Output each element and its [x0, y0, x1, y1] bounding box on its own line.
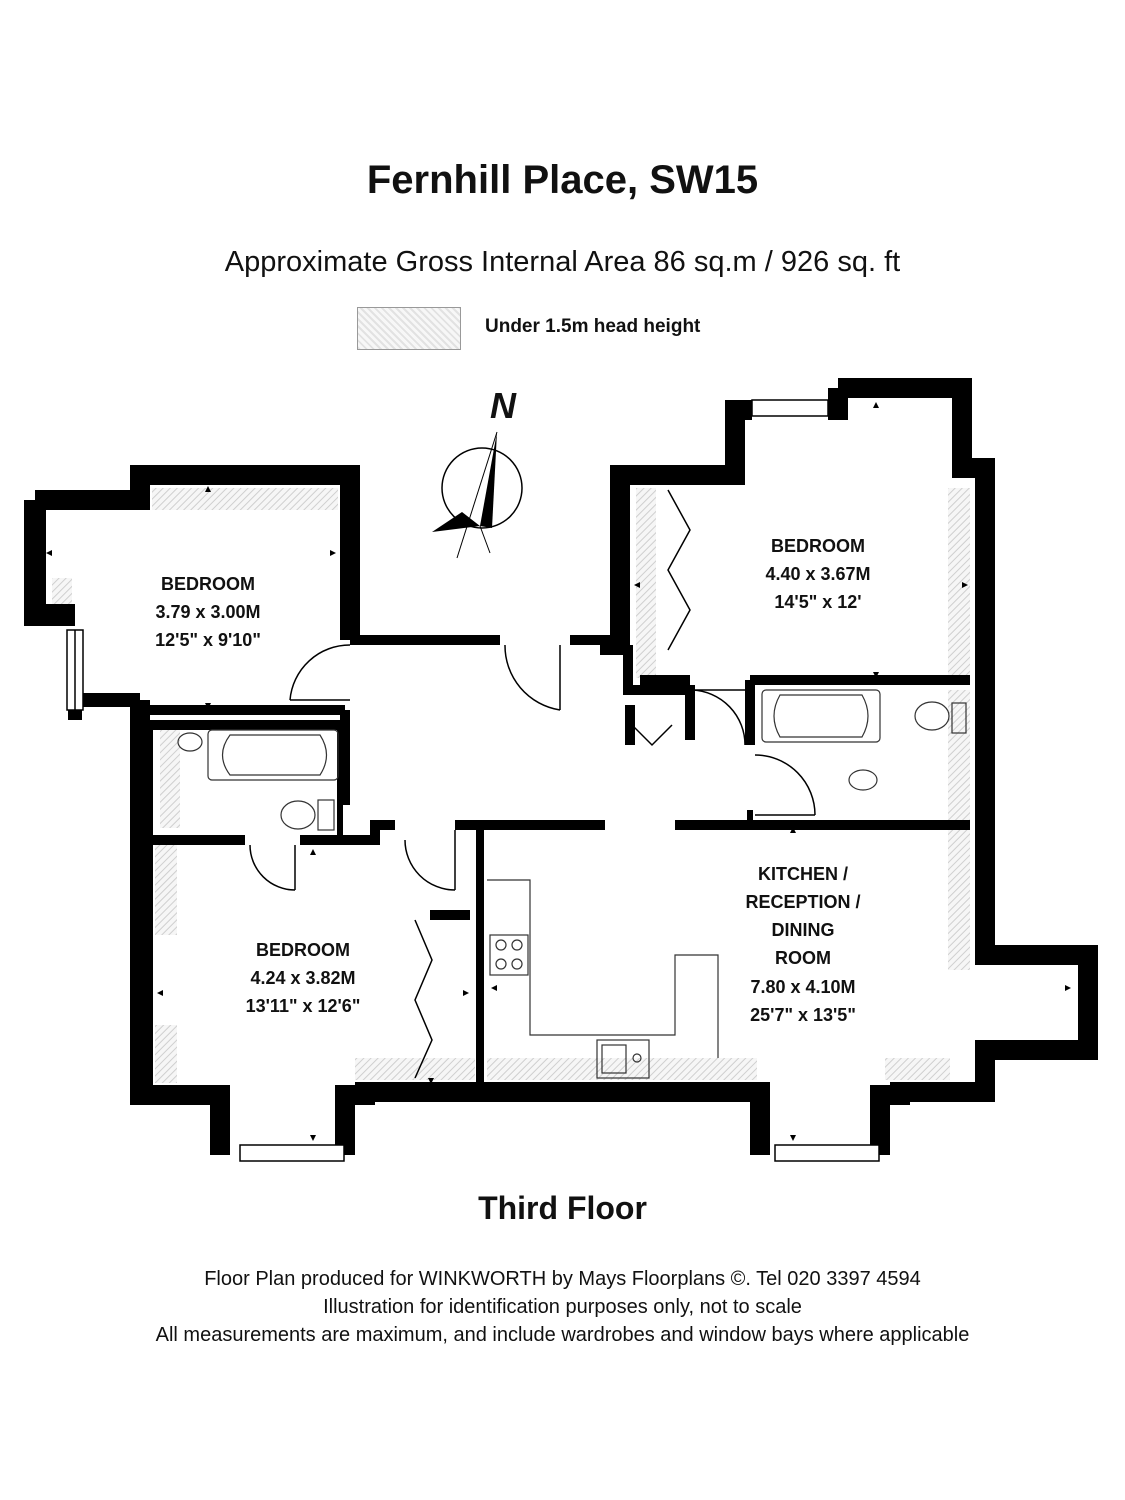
floor-label: Third Floor [478, 1190, 647, 1226]
compass-north-letter: N [490, 385, 516, 426]
svg-text:7.80 x 4.10M: 7.80 x 4.10M [750, 977, 856, 997]
svg-text:RECEPTION /: RECEPTION / [745, 892, 861, 912]
svg-text:ROOM: ROOM [775, 948, 831, 968]
svg-text:13'11" x 12'6": 13'11" x 12'6" [245, 996, 361, 1016]
plan-title: Fernhill Place, SW15 [366, 158, 759, 202]
footer [0, 1265, 1125, 1349]
footer-disclaimer: Illustration for identification purposes only, not to scale [323, 1296, 802, 1318]
windows [67, 400, 879, 1161]
room-label-bedroom-1 [155, 574, 261, 650]
compass-icon [432, 385, 522, 558]
doors [250, 490, 815, 1078]
room-label-bedroom-3 [246, 940, 361, 1016]
svg-text:25'7" x 13'5": 25'7" x 13'5" [750, 1005, 856, 1025]
room-label-bedroom-2 [765, 536, 870, 612]
dimension-ticks [46, 402, 1071, 1141]
svg-text:3.79 x 3.00M: 3.79 x 3.00M [155, 602, 261, 622]
gross-area: Approximate Gross Internal Area 86 sq.m / 926 sq. ft [224, 246, 901, 278]
svg-text:4.24 x 3.82M: 4.24 x 3.82M [250, 968, 356, 988]
svg-text:KITCHEN /: KITCHEN / [758, 864, 848, 884]
svg-text:BEDROOM: BEDROOM [256, 940, 350, 960]
svg-text:14'5" x 12': 14'5" x 12' [774, 592, 862, 612]
svg-text:BEDROOM: BEDROOM [161, 574, 255, 594]
footer-credit: Floor Plan produced for WINKWORTH by Mays Floorplans ©. Tel 020 3397 4594 [204, 1268, 921, 1290]
footer-measurements-note: All measurements are maximum, and include wardrobes and window bays where applicable [155, 1324, 970, 1346]
room-label-kitchen-reception-dining [745, 864, 860, 1025]
legend-label: Under 1.5m head height [485, 316, 701, 337]
svg-text:4.40 x 3.67M: 4.40 x 3.67M [765, 564, 871, 584]
svg-text:BEDROOM: BEDROOM [771, 536, 865, 556]
kitchen-fittings [487, 880, 718, 1078]
svg-text:12'5" x 9'10": 12'5" x 9'10" [155, 630, 261, 650]
svg-text:DINING: DINING [771, 920, 835, 940]
